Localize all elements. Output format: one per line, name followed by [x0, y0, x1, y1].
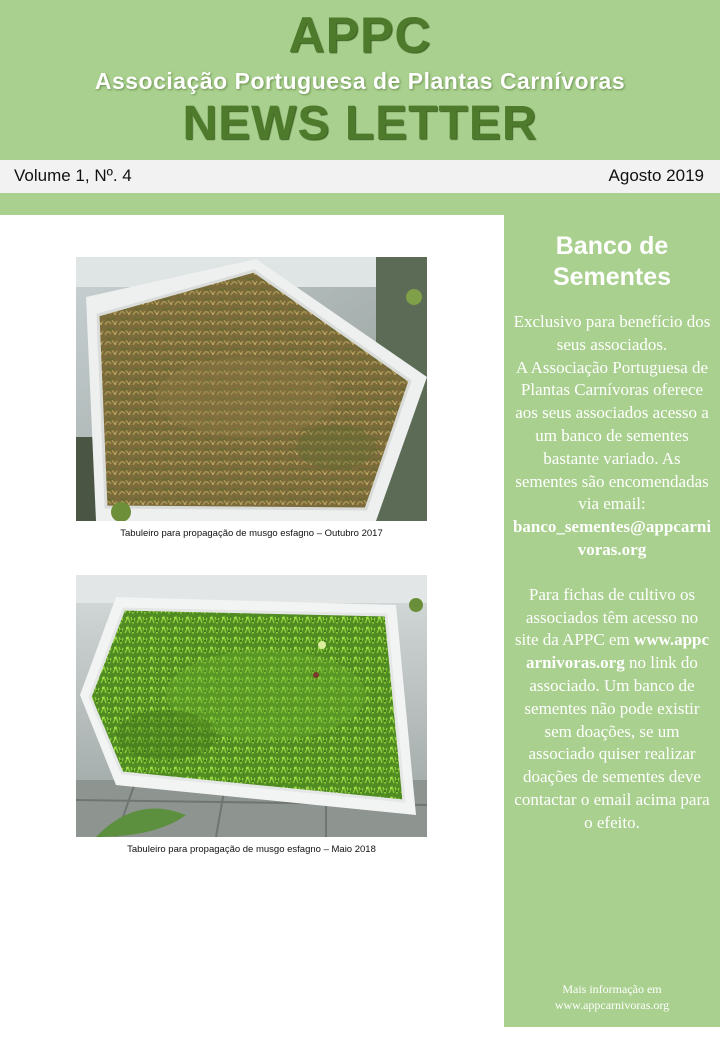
seed-bank-sidebar: [504, 215, 720, 1027]
issue-bar: [0, 160, 720, 193]
site-link[interactable]: www.appcarnivoras.org: [526, 630, 710, 673]
sidebar-cultivation-start: Para fichas de cultivo os associados têm acesso no site da APPC em: [514, 584, 699, 650]
sidebar-paragraph-cultivation: [512, 584, 712, 835]
sidebar-paragraph-offer: A Associação Portuguesa de Plantas Carnívoras oferece aos seus associados acesso a um banco de sementes bastante variado. As sementes são encomendadas via email:: [515, 357, 709, 514]
seed-bank-email-link[interactable]: banco_sementes@appcarnivoras.org: [512, 517, 712, 559]
masthead: [0, 0, 720, 160]
photo-caption-2: Tabuleiro para propagação de musgo esfagno – Maio 2018: [127, 844, 376, 855]
divider-strip: [0, 193, 720, 215]
photo-moss-tray-2018: [76, 575, 427, 837]
photo-caption-1: Tabuleiro para propagação de musgo esfagno – Outubro 2017: [120, 528, 383, 539]
newsletter-title: NEWS LETTER: [182, 97, 538, 150]
association-name: Associação Portuguesa de Plantas Carnívoras: [94, 68, 626, 94]
sidebar-cultivation-end: no link do associado. Um banco de sementes não pode existir sem doações, se um associado quiser realizar doações de sementes deve contactar o email acima para o efeito.: [514, 653, 710, 832]
photo-moss-tray-2017: [76, 257, 427, 521]
more-info-text: Mais informação em www.appcarnivoras.org: [554, 982, 670, 1012]
sidebar-body: [512, 311, 712, 835]
appc-title: APPC: [288, 7, 432, 63]
sidebar-paragraph-exclusive: Exclusivo para benefício dos seus associados.: [513, 312, 711, 354]
sidebar-title: Banco de Sementes: [552, 232, 672, 291]
volume-label: Volume 1, Nº. 4: [14, 166, 132, 185]
issue-date: Agosto 2019: [608, 166, 704, 185]
